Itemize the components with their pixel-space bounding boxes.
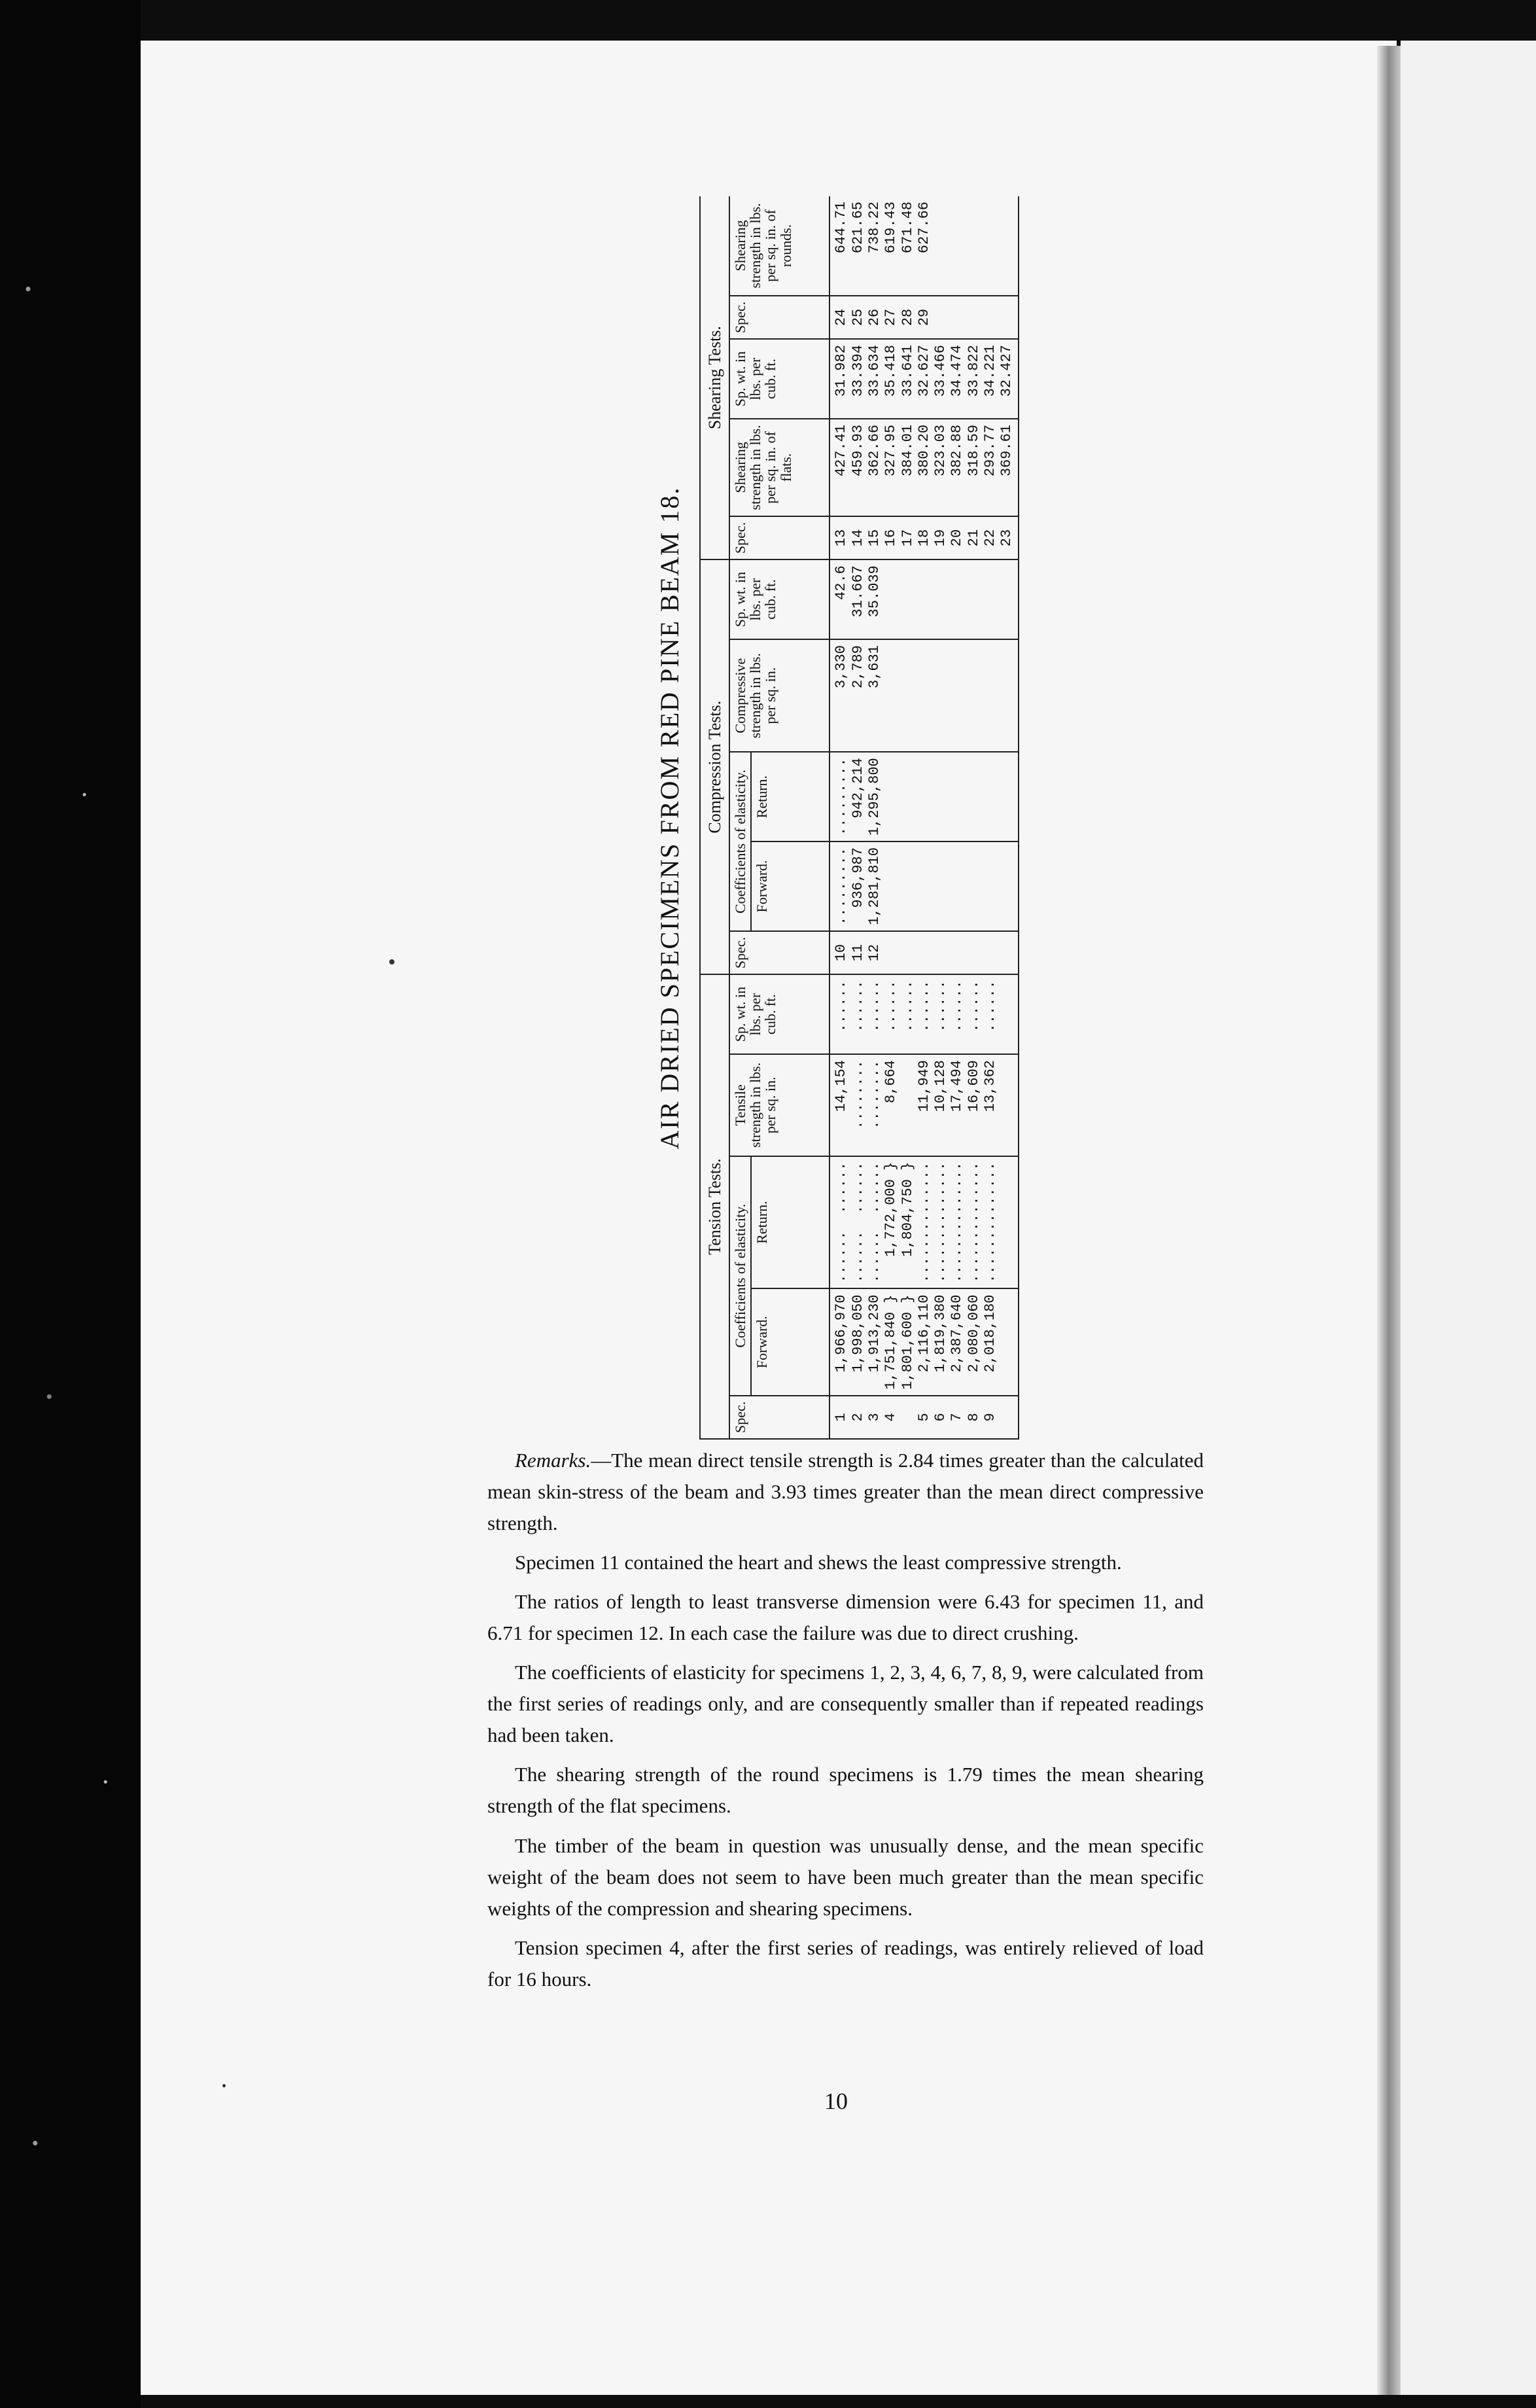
shearing-header: Shearing Tests. [700, 196, 729, 559]
remarks-p6: The timber of the beam in question was unusually dense, and the mean specific weight of the beam does not seem to have been much greater than the mean specific weights of the compression and shearing specimens. [487, 1833, 1204, 1920]
tension-forward-col: 1,966,970 1,998,050 1,913,230 1,751,840 } 1,801,600 } 2,116,110 1,819,380 2,387,640 2,080,060 2,018,180 [829, 1289, 1018, 1396]
shear-rounds-header: Shearing strength in lbs. per sq. in. of rounds. [729, 196, 829, 296]
shear-rounds-spec-header: Spec. [729, 296, 829, 339]
compression-spwt-header: Sp. wt. in lbs. per cub. ft. [729, 559, 829, 639]
compression-spwt-col: 42.6 31.667 35.039 [829, 559, 1018, 639]
tensile-col: 14,154 ........ ........ 8,664 11,949 10,128 17,494 16,609 13,362 [829, 1054, 1018, 1156]
compression-return-header: Return. [751, 752, 829, 841]
shear-rounds-spec-col: 24 25 26 27 28 29 [829, 296, 1018, 339]
tension-return-header: Return. [751, 1156, 829, 1289]
shear-spwt-header: Sp. wt. in lbs. per cub. ft. [729, 339, 829, 419]
remarks-p5: The shearing strength of the round specimens is 1.79 times the mean shearing strength of the flat specimens. [487, 1763, 1204, 1818]
book-spine [0, 0, 141, 2408]
remarks-p7: Tension specimen 4, after the first series of readings, was entirely relieved of load for 16 hours. [487, 1936, 1204, 1991]
compression-coeff-header: Coefficients of elasticity. [729, 752, 751, 931]
shear-rounds-col: 644.71 621.65 738.22 619.43 671.48 627.66 [829, 196, 1018, 296]
shear-flats-col: 427.41 459.93 362.66 327.95 384.01 380.20 323.03 382.88 318.59 293.77 369.61 [829, 419, 1018, 516]
data-table [699, 196, 1019, 1440]
tension-spec-header: Spec. [729, 1396, 829, 1439]
remarks-label: Remarks. [515, 1449, 591, 1472]
tensile-header: Tensile strength in lbs. per sq. in. [729, 1054, 829, 1156]
compressive-header: Compressive strength in lbs. per sq. in. [729, 639, 829, 752]
compression-return-col: ......... 942,214 1,295,800 [829, 752, 1018, 841]
tension-forward-header: Forward. [751, 1289, 829, 1396]
compression-forward-col: ......... 936,987 1,281,810 [829, 841, 1018, 931]
tension-return-col: ...... ...... ...... ...... ...... ...... 1,772,000 } 1,804,750 } .............. .............. .............. .............. .............. [829, 1156, 1018, 1289]
remarks-p1 [487, 1445, 1204, 1539]
table-title: AIR DRIED SPECIMENS FROM RED PINE BEAM 18. [655, 486, 684, 1150]
spine-noise [0, 0, 141, 2408]
tension-coeff-header: Coefficients of elasticity. [729, 1156, 751, 1396]
compression-forward-header: Forward. [751, 841, 829, 931]
tension-spwt-header: Sp. wt. in lbs. per cub. ft. [729, 974, 829, 1054]
remarks-p1-text: —The mean direct tensile strength is 2.84 times greater than the calculated mean skin-stress of the beam and 3.93 times greater than the mean direct compressive strength. [487, 1449, 1204, 1535]
tension-header: Tension Tests. [700, 974, 729, 1439]
remarks-p3: The ratios of length to least transverse dimension were 6.43 for specimen 11, and 6.71 for specimen 12. In each case the failure was due to direct crushing. [487, 1590, 1204, 1645]
shear-flats-header: Shearing strength in lbs. per sq. in. of flats. [729, 419, 829, 516]
rotated-table [654, 196, 1112, 1440]
remarks-text [487, 1445, 1204, 2003]
tension-spec-col: 1 2 3 4 5 6 7 8 9 [829, 1396, 1018, 1439]
tension-spwt-col: ...... ...... ...... ...... ...... ...... ...... ...... ...... ...... [829, 974, 1018, 1054]
ink-speck [222, 2084, 226, 2087]
next-page [1401, 41, 1536, 2395]
shear-flats-spec-col: 13 14 15 16 17 18 19 20 21 22 23 [829, 516, 1018, 559]
rotated-table-area [654, 196, 1112, 1440]
ink-speck [389, 959, 394, 965]
page-edge-shadow [1377, 46, 1401, 2395]
remarks-p2: Specimen 11 contained the heart and shews the least compressive strength. [515, 1551, 1122, 1574]
compression-spec-col: 10 11 12 [829, 931, 1018, 974]
compressive-col: 3,330 2,789 3,631 [829, 639, 1018, 752]
shear-flats-spec-header: Spec. [729, 516, 829, 559]
shear-spwt-col: 31.982 33.394 33.634 35.418 33.641 32.627 33.466 34.474 33.822 34.221 32.427 [829, 339, 1018, 419]
compression-header: Compression Tests. [700, 559, 729, 974]
page-number: 10 [824, 2088, 848, 2114]
remarks-p4: The coefficients of elasticity for specimens 1, 2, 3, 4, 6, 7, 8, 9, were calculated from the first series of readings only, and are consequently smaller than if repeated readings had been taken. [487, 1661, 1204, 1747]
compression-spec-header: Spec. [729, 931, 829, 974]
